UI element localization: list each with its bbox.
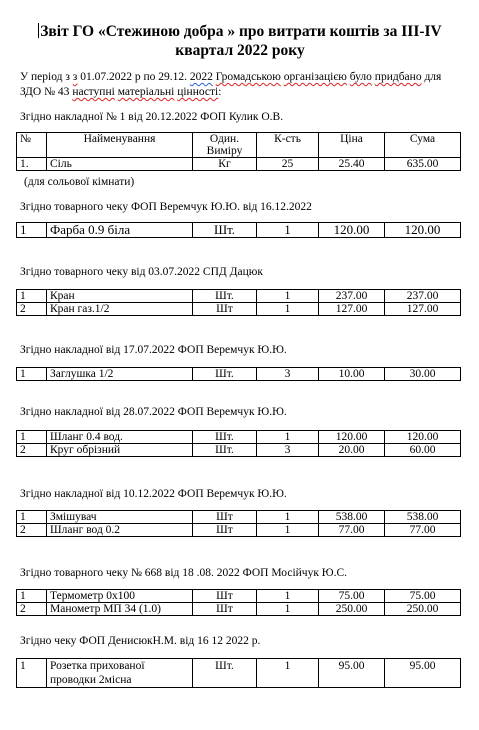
cell-number: 1: [17, 368, 47, 381]
cell-sum: 120.00: [385, 223, 461, 238]
section-heading: Згідно товарного чеку № 668 від 18 .08. 2022 ФОП Мосійчук Ю.С.: [20, 567, 348, 579]
cell-unit: Шт.: [193, 431, 257, 444]
cell-sum: 60.00: [385, 444, 461, 457]
cell-sum: 75.00: [385, 590, 461, 603]
cell-quantity: 25: [257, 158, 319, 171]
cell-sum: 77.00: [385, 524, 461, 537]
column-header-unit: Один. Виміру: [193, 133, 257, 158]
cell-name: Шланг 0.4 вод.: [47, 431, 193, 444]
cell-unit: Шт: [193, 511, 257, 524]
cell-name: Сіль: [47, 158, 193, 171]
section-heading: Згідно чеку ФОП ДенисюкН.М. від 16 12 2022 р.: [20, 635, 261, 647]
table-row: [17, 431, 461, 444]
cell-unit: Шт.: [193, 444, 257, 457]
cell-price: 250.00: [319, 603, 385, 616]
table-row: [17, 524, 461, 537]
cell-number: 2: [17, 603, 47, 616]
cell-number: 2: [17, 303, 47, 316]
cell-price: 77.00: [319, 524, 385, 537]
cell-unit: Шт.: [193, 290, 257, 303]
items-table: [16, 589, 461, 616]
table-row: [17, 303, 461, 316]
cell-sum: 30.00: [385, 368, 461, 381]
cell-number: 1.: [17, 158, 47, 171]
cell-price: 237.00: [319, 290, 385, 303]
table-row: [17, 368, 461, 381]
cell-number: 1: [17, 290, 47, 303]
section-heading: Згідно товарного чеку від 03.07.2022 СПД Дацюк: [20, 266, 263, 278]
cell-unit: Шт.: [193, 368, 257, 381]
cell-number: 1: [17, 223, 47, 238]
cell-name: Фарба 0.9 біла: [47, 223, 193, 238]
cell-price: 25.40: [319, 158, 385, 171]
column-header-sum: Сума: [385, 133, 461, 158]
section-heading: Згідно накладної від 10.12.2022 ФОП Веремчук Ю.Ю.: [20, 488, 287, 500]
cell-sum: 635.00: [385, 158, 461, 171]
cell-unit: Шт: [193, 590, 257, 603]
table-row: [17, 603, 461, 616]
column-header-name: Найменування: [47, 133, 193, 158]
cell-price: 120.00: [319, 223, 385, 238]
cell-number: 1: [17, 590, 47, 603]
column-header-number: №: [17, 133, 47, 158]
cell-price: 120.00: [319, 431, 385, 444]
cell-name: Манометр МП 34 (1.0): [47, 603, 193, 616]
table-row: [17, 659, 461, 688]
cell-number: 2: [17, 524, 47, 537]
items-table: [16, 430, 461, 457]
intro-paragraph: У період з з 01.07.2022 р по 29.12. 2022 Громадською організацією було придбано для ЗДО № 43 наступні матеріальні цінності:: [20, 71, 442, 98]
cell-sum: 237.00: [385, 290, 461, 303]
cell-quantity: 1: [257, 431, 319, 444]
cell-unit: Кг: [193, 158, 257, 171]
cell-name: Розетка прихованої проводки 2місна: [47, 659, 193, 688]
cell-unit: Шт: [193, 303, 257, 316]
table-row: [17, 511, 461, 524]
cell-quantity: 1: [257, 511, 319, 524]
table-row: [17, 158, 461, 171]
table-header-row: [17, 133, 461, 158]
cell-price: 75.00: [319, 590, 385, 603]
items-table: [16, 222, 461, 238]
cell-name: Термометр 0х100: [47, 590, 193, 603]
cell-price: 95.00: [319, 659, 385, 688]
cell-price: 127.00: [319, 303, 385, 316]
section-heading: Згідно накладної від 28.07.2022 ФОП Веремчук Ю.Ю.: [20, 406, 287, 418]
section-heading: Згідно товарного чеку ФОП Веремчук Ю.Ю. від 16.12.2022: [20, 201, 312, 213]
cell-price: 538.00: [319, 511, 385, 524]
section-heading: Згідно накладної № 1 від 20.12.2022 ФОП Кулик О.В.: [20, 111, 284, 123]
cell-name: Кран: [47, 290, 193, 303]
cell-unit: Шт.: [193, 223, 257, 238]
items-table: [16, 510, 461, 537]
cell-unit: Шт: [193, 603, 257, 616]
cell-quantity: 3: [257, 444, 319, 457]
cell-price: 20.00: [319, 444, 385, 457]
cell-sum: 538.00: [385, 511, 461, 524]
cell-sum: 127.00: [385, 303, 461, 316]
cell-quantity: 1: [257, 590, 319, 603]
cell-sum: 120.00: [385, 431, 461, 444]
items-table: [16, 658, 461, 688]
cell-price: 10.00: [319, 368, 385, 381]
cell-unit: Шт.: [193, 659, 257, 688]
column-header-quantity: К-сть: [257, 133, 319, 158]
cell-sum: 95.00: [385, 659, 461, 688]
cell-number: 1: [17, 431, 47, 444]
cell-unit: Шт: [193, 524, 257, 537]
section-note: (для сольової кімнати): [24, 176, 135, 188]
cell-quantity: 1: [257, 659, 319, 688]
table-row: [17, 590, 461, 603]
cell-name: Шланг вод 0.2: [47, 524, 193, 537]
cell-quantity: 1: [257, 303, 319, 316]
items-table: [16, 132, 461, 171]
cell-quantity: 3: [257, 368, 319, 381]
section-heading: Згідно накладної від 17.07.2022 ФОП Веремчук Ю.Ю.: [20, 344, 287, 356]
cell-quantity: 1: [257, 290, 319, 303]
document-title: Звіт ГО «Стежиною добра » про витрати коштів за ІІІ-ІV квартал 2022 року: [40, 23, 442, 59]
cell-quantity: 1: [257, 603, 319, 616]
cell-name: Заглушка 1/2: [47, 368, 193, 381]
cell-number: 1: [17, 659, 47, 688]
cell-number: 2: [17, 444, 47, 457]
cell-name: Кран газ.1/2: [47, 303, 193, 316]
cell-number: 1: [17, 511, 47, 524]
column-header-price: Ціна: [319, 133, 385, 158]
items-table: [16, 367, 461, 381]
table-row: [17, 223, 461, 238]
cell-name: Змішувач: [47, 511, 193, 524]
cell-name: Круг обрізний: [47, 444, 193, 457]
cell-quantity: 1: [257, 524, 319, 537]
items-table: [16, 289, 461, 316]
cell-sum: 250.00: [385, 603, 461, 616]
table-row: [17, 290, 461, 303]
table-row: [17, 444, 461, 457]
cell-quantity: 1: [257, 223, 319, 238]
